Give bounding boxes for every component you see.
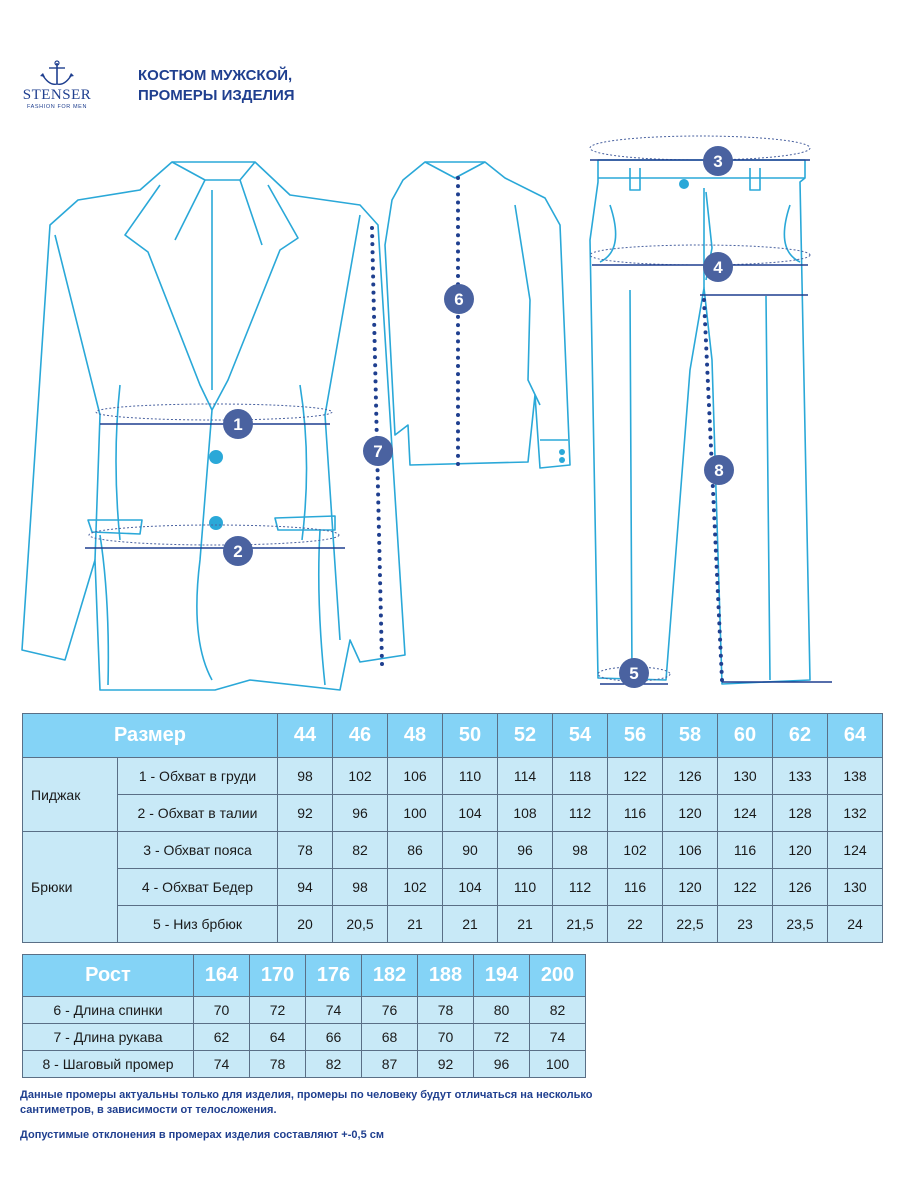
table-cell: 87: [362, 1051, 418, 1078]
measure-dot: [371, 274, 375, 278]
marker-7: [363, 436, 393, 466]
measure-dot: [713, 532, 717, 536]
size-header-cell: 50: [443, 714, 498, 758]
measure-dot: [709, 452, 713, 456]
table-cell: 116: [608, 795, 663, 832]
table-row: [23, 832, 883, 869]
measure-dot: [709, 435, 713, 439]
table-row: [23, 1024, 586, 1051]
measure-dot: [374, 404, 378, 408]
measure-dot: [370, 234, 374, 238]
measure-dot: [370, 226, 374, 230]
table-cell: 94: [278, 869, 333, 906]
measure-dot: [715, 573, 719, 577]
title-line-2: ПРОМЕРЫ ИЗДЕЛИЯ: [138, 87, 295, 104]
table-cell: 70: [194, 997, 250, 1024]
size-header-cell: 52: [498, 714, 553, 758]
table-row: [23, 869, 883, 906]
table-row: [23, 906, 883, 943]
brand-tagline: FASHION FOR MEN: [26, 104, 88, 110]
measure-dot: [456, 274, 460, 278]
table-cell: 90: [443, 832, 498, 869]
marker-8: [704, 455, 734, 485]
table-cell: 104: [443, 795, 498, 832]
svg-text:4: 4: [713, 258, 723, 277]
table-cell: 96: [498, 832, 553, 869]
table-cell: 112: [553, 795, 608, 832]
measure-dot: [704, 330, 708, 334]
table-row: [23, 795, 883, 832]
measure-dot: [456, 266, 460, 270]
measure-dot: [456, 446, 460, 450]
size-header-cell: 46: [333, 714, 388, 758]
table-cell: 110: [443, 758, 498, 795]
measure-dot: [456, 315, 460, 319]
table-cell: 78: [278, 832, 333, 869]
size-header-cell: 56: [608, 714, 663, 758]
marker-2: [223, 536, 253, 566]
measure-dot: [717, 621, 721, 625]
measure-dot: [717, 605, 721, 609]
measure-dot: [376, 492, 380, 496]
measure-dot: [720, 670, 724, 674]
measure-dot: [712, 516, 716, 520]
table-cell: 21: [443, 906, 498, 943]
row-label: 1 - Обхват в груди: [118, 758, 278, 795]
table-cell: 68: [362, 1024, 418, 1051]
measure-dot: [373, 363, 377, 367]
table-cell: 114: [498, 758, 553, 795]
measure-dot: [373, 355, 377, 359]
size-header-cell: 54: [553, 714, 608, 758]
measure-dot: [711, 484, 715, 488]
svg-text:8: 8: [714, 461, 724, 480]
measure-dot: [715, 581, 719, 585]
table-cell: 130: [828, 869, 883, 906]
table-cell: 108: [498, 795, 553, 832]
jacket-front-drawing: [22, 162, 405, 690]
table-cell: 102: [388, 869, 443, 906]
table-cell: 21: [388, 906, 443, 943]
table-cell: 98: [333, 869, 388, 906]
table-cell: 92: [418, 1051, 474, 1078]
table-cell: 122: [608, 758, 663, 795]
measure-dot: [375, 428, 379, 432]
measure-dot: [713, 541, 717, 545]
measure-dot: [456, 413, 460, 417]
marker-1: [223, 409, 253, 439]
measure-dot: [378, 581, 382, 585]
table-cell: 78: [418, 997, 474, 1024]
table-cell: 92: [278, 795, 333, 832]
measure-dot: [705, 355, 709, 359]
growth-header-cell: 176: [306, 955, 362, 997]
measure-dot: [379, 638, 383, 642]
measure-dot: [379, 605, 383, 609]
measure-dot: [456, 217, 460, 221]
measure-dot: [456, 380, 460, 384]
measure-dot: [456, 388, 460, 392]
measure-dot: [376, 509, 380, 513]
table-cell: 116: [608, 869, 663, 906]
table-cell: 76: [362, 997, 418, 1024]
measure-dot: [378, 565, 382, 569]
growth-header-label: Рост: [23, 955, 194, 997]
table-cell: 106: [388, 758, 443, 795]
svg-text:3: 3: [713, 152, 723, 171]
measure-dot: [456, 348, 460, 352]
table-cell: 112: [553, 869, 608, 906]
measure-dot: [704, 338, 708, 342]
measure-dot: [378, 557, 382, 561]
measure-dot: [373, 339, 377, 343]
trousers-drawing: [590, 160, 810, 684]
table-cell: 96: [333, 795, 388, 832]
measure-dot: [373, 347, 377, 351]
measure-dot: [372, 331, 376, 335]
back-length-dots: [456, 176, 460, 466]
measure-dot: [371, 266, 375, 270]
row-label: 6 - Длина спинки: [23, 997, 194, 1024]
measure-dot: [376, 468, 380, 472]
measure-dot: [456, 356, 460, 360]
table-cell: 96: [474, 1051, 530, 1078]
measure-dot: [715, 565, 719, 569]
measure-dot: [719, 654, 723, 658]
row-label: 8 - Шаговый промер: [23, 1051, 194, 1078]
measure-dot: [456, 397, 460, 401]
measure-dot: [372, 323, 376, 327]
note-tolerance: Допустимые отклонения в промерах изделия составляют +-0,5 см: [20, 1129, 384, 1141]
table-cell: 102: [333, 758, 388, 795]
table-cell: 126: [773, 869, 828, 906]
table-row: [23, 1051, 586, 1078]
measure-dot: [379, 597, 383, 601]
table-cell: 138: [828, 758, 883, 795]
measure-dot: [719, 662, 723, 666]
growth-header-cell: 194: [474, 955, 530, 997]
measure-dot: [456, 258, 460, 262]
brand-name: STENSER: [22, 87, 92, 103]
measure-dot: [456, 339, 460, 343]
measure-dot: [718, 646, 722, 650]
measure-dot: [380, 662, 384, 666]
measure-dot: [703, 314, 707, 318]
table-cell: 104: [443, 869, 498, 906]
measure-dot: [714, 557, 718, 561]
measure-dot: [702, 298, 706, 302]
svg-text:6: 6: [454, 290, 464, 309]
table-cell: 124: [828, 832, 883, 869]
size-header-cell: 48: [388, 714, 443, 758]
measure-dot: [720, 678, 724, 682]
measure-dot: [716, 589, 720, 593]
table-cell: 21,5: [553, 906, 608, 943]
table-cell: 98: [553, 832, 608, 869]
table-cell: 124: [718, 795, 773, 832]
size-header-label: Размер: [23, 714, 278, 758]
table-cell: 100: [388, 795, 443, 832]
measure-dot: [712, 508, 716, 512]
table-cell: 72: [474, 1024, 530, 1051]
table-cell: 20,5: [333, 906, 388, 943]
inseam-dots: [702, 298, 724, 682]
table-cell: 100: [530, 1051, 586, 1078]
measure-dot: [456, 405, 460, 409]
table-cell: 82: [333, 832, 388, 869]
measure-dot: [456, 421, 460, 425]
measure-dot: [706, 379, 710, 383]
row-label: 2 - Обхват в талии: [118, 795, 278, 832]
marker-3: [703, 146, 733, 176]
measure-dot: [705, 363, 709, 367]
measure-dot: [380, 646, 384, 650]
measure-dot: [713, 524, 717, 528]
table-cell: 74: [530, 1024, 586, 1051]
size-header-cell: 44: [278, 714, 333, 758]
table-cell: 132: [828, 795, 883, 832]
marker-5: [619, 658, 649, 688]
table-cell: 66: [306, 1024, 362, 1051]
growth-header-cell: 200: [530, 955, 586, 997]
measure-dot: [706, 387, 710, 391]
measure-dot: [372, 299, 376, 303]
table-row: [23, 997, 586, 1024]
size-header-cell: 60: [718, 714, 773, 758]
size-header-cell: 58: [663, 714, 718, 758]
measure-dot: [377, 549, 381, 553]
measure-dot: [456, 184, 460, 188]
measure-dot: [379, 614, 383, 618]
svg-text:7: 7: [373, 442, 383, 461]
table-cell: 133: [773, 758, 828, 795]
growth-header-cell: 188: [418, 955, 474, 997]
measure-dot: [376, 501, 380, 505]
growth-header-cell: 182: [362, 955, 418, 997]
measure-dot: [705, 371, 709, 375]
measure-dot: [456, 323, 460, 327]
table-row: [23, 758, 883, 795]
table-cell: 22: [608, 906, 663, 943]
measure-dot: [709, 444, 713, 448]
measure-dot: [456, 250, 460, 254]
table-cell: 23: [718, 906, 773, 943]
table-cell: 78: [250, 1051, 306, 1078]
table-cell: 70: [418, 1024, 474, 1051]
measure-dot: [716, 597, 720, 601]
measure-dot: [379, 630, 383, 634]
jacket-back-drawing: [385, 162, 570, 468]
measure-dot: [456, 364, 460, 368]
measure-dot: [707, 411, 711, 415]
table-cell: 126: [663, 758, 718, 795]
measure-dot: [718, 638, 722, 642]
measure-dot: [456, 437, 460, 441]
measure-dot: [456, 429, 460, 433]
table-cell: 120: [663, 795, 718, 832]
table-cell: 130: [718, 758, 773, 795]
measure-dot: [456, 225, 460, 229]
marker-6: [444, 284, 474, 314]
measure-dot: [380, 654, 384, 658]
measure-dot: [456, 192, 460, 196]
measure-dot: [456, 233, 460, 237]
size-header-cell: 64: [828, 714, 883, 758]
measure-dot: [456, 209, 460, 213]
measure-dot: [374, 387, 378, 391]
measure-dot: [374, 379, 378, 383]
table-cell: 106: [663, 832, 718, 869]
table-cell: 110: [498, 869, 553, 906]
measure-dot: [456, 176, 460, 180]
measure-dot: [377, 541, 381, 545]
group-label: Пиджак: [23, 758, 118, 832]
group-label: Брюки: [23, 832, 118, 943]
svg-text:2: 2: [233, 542, 243, 561]
measure-dot: [702, 306, 706, 310]
table-cell: 116: [718, 832, 773, 869]
table-cell: 80: [474, 997, 530, 1024]
row-label: 3 - Обхват пояса: [118, 832, 278, 869]
measure-dot: [456, 372, 460, 376]
table-cell: 22,5: [663, 906, 718, 943]
table-cell: 72: [250, 997, 306, 1024]
table-cell: 120: [773, 832, 828, 869]
measure-dot: [379, 622, 383, 626]
table-cell: 64: [250, 1024, 306, 1051]
measure-dot: [378, 573, 382, 577]
measure-dot: [377, 525, 381, 529]
measure-dot: [703, 322, 707, 326]
measure-dot: [370, 242, 374, 246]
measure-dot: [376, 476, 380, 480]
jacket-buttons: [209, 179, 689, 530]
table-cell: 122: [718, 869, 773, 906]
size-header-row: [23, 714, 883, 758]
measure-dot: [717, 613, 721, 617]
table-cell: 98: [278, 758, 333, 795]
measure-dot: [371, 250, 375, 254]
size-header-cell: 62: [773, 714, 828, 758]
table-cell: 62: [194, 1024, 250, 1051]
svg-text:5: 5: [629, 664, 639, 683]
table-cell: 20: [278, 906, 333, 943]
table-cell: 102: [608, 832, 663, 869]
measure-dot: [456, 462, 460, 466]
table-cell: 82: [306, 1051, 362, 1078]
table-cell: 128: [773, 795, 828, 832]
table-cell: 82: [530, 997, 586, 1024]
table-cell: 86: [388, 832, 443, 869]
measure-dot: [378, 589, 382, 593]
measure-dot: [372, 315, 376, 319]
table-cell: 120: [663, 869, 718, 906]
measure-dot: [708, 427, 712, 431]
measure-dot: [371, 291, 375, 295]
title-line-1: КОСТЮМ МУЖСКОЙ,: [138, 67, 293, 84]
note-measurements: Данные промеры актуальны только для изделия, промеры по человеку будут отличаться на несколько сантиметров, в зависимости от телосложения.: [20, 1089, 593, 1116]
measure-dot: [377, 517, 381, 521]
table-cell: 24: [828, 906, 883, 943]
measure-dot: [456, 454, 460, 458]
measure-dot: [707, 395, 711, 399]
growth-header-cell: 170: [250, 955, 306, 997]
measure-dot: [374, 396, 378, 400]
measure-dot: [374, 420, 378, 424]
growth-table: [22, 954, 586, 1078]
table-cell: 23,5: [773, 906, 828, 943]
measure-dot: [708, 419, 712, 423]
growth-header-row: [23, 955, 586, 997]
measure-dot: [704, 347, 708, 351]
size-table: [22, 713, 883, 943]
measure-dot: [714, 549, 718, 553]
row-label: 7 - Длина рукава: [23, 1024, 194, 1051]
measure-dot: [712, 500, 716, 504]
measure-dot: [372, 307, 376, 311]
measure-dot: [456, 331, 460, 335]
measure-dot: [371, 258, 375, 262]
table-cell: 118: [553, 758, 608, 795]
measure-dot: [707, 403, 711, 407]
measure-dot: [711, 492, 715, 496]
growth-header-cell: 164: [194, 955, 250, 997]
svg-text:1: 1: [233, 415, 243, 434]
measure-dot: [377, 533, 381, 537]
measure-dot: [373, 371, 377, 375]
table-cell: 74: [194, 1051, 250, 1078]
measure-dot: [456, 201, 460, 205]
measure-dot: [371, 283, 375, 287]
table-cell: 21: [498, 906, 553, 943]
measure-dot: [376, 484, 380, 488]
measure-dot: [456, 241, 460, 245]
measure-dot: [374, 412, 378, 416]
table-cell: 74: [306, 997, 362, 1024]
measure-dot: [718, 629, 722, 633]
marker-4: [703, 252, 733, 282]
row-label: 4 - Обхват Бедер: [118, 869, 278, 906]
row-label: 5 - Низ брбюк: [118, 906, 278, 943]
